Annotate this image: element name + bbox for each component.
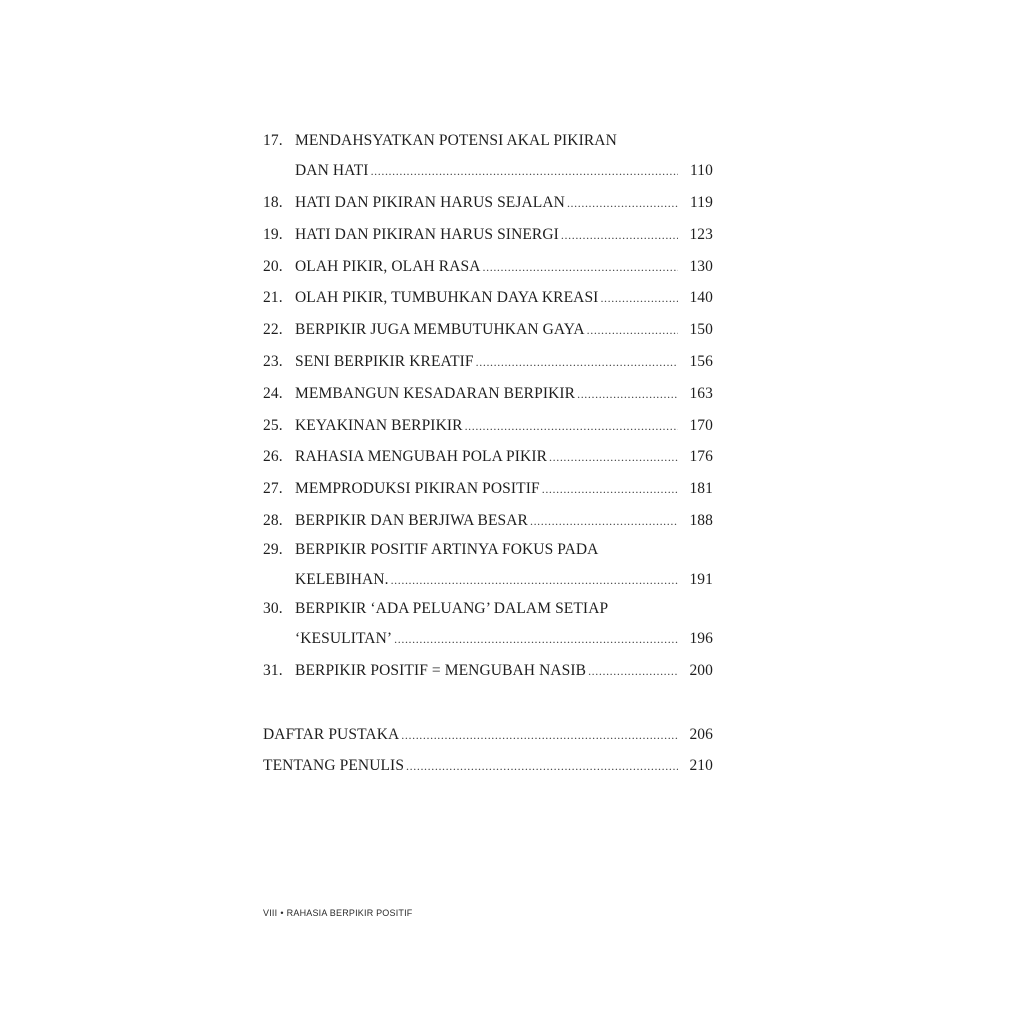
toc-entry-page: 119: [690, 194, 713, 211]
dot-leader: [530, 506, 678, 538]
toc-line: [263, 750, 713, 782]
toc-entry-number: 27.: [263, 480, 283, 498]
toc-entry-title: HATI DAN PIKIRAN HARUS SEJALAN: [295, 194, 565, 211]
toc-line: [263, 410, 713, 442]
toc-entry: [263, 410, 713, 442]
toc-entry-title: OLAH PIKIR, OLAH RASA: [295, 257, 481, 275]
toc-line: [263, 596, 713, 622]
toc-line: [263, 563, 713, 596]
toc-entry-page: 188: [689, 511, 713, 529]
toc-entry-number: 24.: [263, 384, 283, 402]
toc-entry-title: MENDAHSYATKAN POTENSI AKAL PIKIRAN: [295, 132, 617, 149]
toc-entry-number: 17.: [263, 132, 283, 149]
toc-back-matter-page: 206: [689, 725, 713, 743]
toc-entry-title: SENI BERPIKIR KREATIF: [295, 352, 474, 370]
dot-leader: [476, 347, 678, 379]
toc-entry: [263, 314, 713, 346]
toc-entry: [263, 596, 713, 655]
toc-line: [263, 251, 713, 283]
toc-entry: [263, 378, 713, 410]
toc-entry-page: 156: [689, 352, 713, 370]
dot-leader: [391, 564, 678, 597]
toc-entry-number: 28.: [263, 511, 283, 529]
toc-entry: [263, 441, 713, 473]
toc-entry-number: 22.: [263, 321, 283, 339]
footer-page-numeral: VIII: [263, 908, 278, 918]
toc-entry-page: 200: [689, 661, 713, 679]
page-footer: [263, 908, 413, 918]
toc-back-matter-title: DAFTAR PUSTAKA: [263, 725, 400, 743]
dot-leader: [465, 411, 678, 443]
toc-entry-number: 19.: [263, 225, 283, 243]
dot-leader: [561, 220, 678, 252]
toc-entry-title: HATI DAN PIKIRAN HARUS SINERGI: [295, 225, 559, 243]
toc-entry-number: 31.: [263, 661, 283, 679]
toc-entry-page: 130: [689, 257, 713, 275]
dot-leader: [394, 623, 678, 656]
toc-entry-page: 110: [690, 162, 713, 179]
toc-entry-title: ‘KESULITAN’: [295, 629, 393, 647]
toc-entry-page: 176: [689, 448, 713, 466]
toc-line: [263, 346, 713, 378]
toc-entry: [263, 187, 713, 219]
toc-entry-number: 26.: [263, 448, 283, 466]
toc-entry-page: 170: [689, 416, 713, 434]
toc-entry-title: BERPIKIR ‘ADA PELUANG’ DALAM SETIAP: [295, 599, 609, 617]
toc-entry-title: MEMBANGUN KESADARAN BERPIKIR: [295, 384, 576, 402]
dot-leader: [577, 379, 678, 411]
toc-entry: [263, 346, 713, 378]
toc-entry-number: 18.: [263, 194, 283, 211]
toc-entry: [263, 655, 713, 687]
toc-entry-page: 123: [689, 225, 713, 243]
toc-entry: [263, 537, 713, 596]
toc-entry-number: 23.: [263, 352, 283, 370]
dot-leader: [406, 751, 678, 783]
toc-line: [263, 505, 713, 537]
section-gap: [263, 687, 713, 719]
toc-line: [263, 473, 713, 505]
toc-line: [263, 537, 713, 563]
toc-entry-number: 25.: [263, 416, 283, 434]
dot-leader: [371, 155, 678, 188]
table-of-contents: [263, 128, 713, 782]
toc-entry-number: 30.: [263, 599, 283, 617]
toc-back-matter-entry: [263, 750, 713, 782]
toc-back-matter-page: 210: [689, 757, 713, 775]
dot-leader: [401, 720, 678, 752]
toc-entry-page: 140: [689, 289, 713, 307]
toc-line: [263, 719, 713, 751]
toc-line: [263, 622, 713, 655]
toc-entry: [263, 282, 713, 314]
toc-entry: [263, 251, 713, 283]
footer-separator: •: [280, 908, 284, 918]
toc-line: [263, 219, 713, 251]
toc-line: [263, 378, 713, 410]
toc-line: [263, 441, 713, 473]
toc-line: [263, 128, 713, 154]
toc-entry-title: BERPIKIR DAN BERJIWA BESAR: [295, 511, 528, 529]
toc-entry-page: 191: [689, 570, 713, 588]
dot-leader: [542, 474, 678, 506]
toc-entry-title: RAHASIA MENGUBAH POLA PIKIR: [295, 448, 548, 466]
toc-entry-title: BERPIKIR POSITIF ARTINYA FOKUS PADA: [295, 540, 599, 558]
toc-entry-title: BERPIKIR POSITIF = MENGUBAH NASIB: [295, 661, 587, 679]
toc-entry-title: BERPIKIR JUGA MEMBUTUHKAN GAYA: [295, 321, 585, 339]
toc-entry: [263, 219, 713, 251]
toc-line: [263, 187, 713, 219]
toc-back-matter-title: TENTANG PENULIS: [263, 757, 405, 775]
toc-entry: [263, 473, 713, 505]
dot-leader: [588, 656, 678, 688]
toc-entry-title: KEYAKINAN BERPIKIR: [295, 416, 463, 434]
dot-leader: [587, 315, 678, 347]
toc-entry-number: 21.: [263, 289, 283, 307]
toc-line: [263, 655, 713, 687]
toc-line: [263, 154, 713, 187]
toc-entry-title: DAN HATI: [295, 162, 369, 179]
toc-entry-number: 20.: [263, 257, 283, 275]
toc-line: [263, 282, 713, 314]
toc-entry: [263, 505, 713, 537]
dot-leader: [567, 188, 678, 220]
dot-leader: [549, 442, 678, 474]
toc-entry-title: KELEBIHAN.: [295, 570, 389, 588]
toc-entry-page: 196: [689, 629, 713, 647]
toc-entry-title: MEMPRODUKSI PIKIRAN POSITIF: [295, 480, 540, 498]
toc-entry-number: 29.: [263, 540, 283, 558]
toc-entry-title: OLAH PIKIR, TUMBUHKAN DAYA KREASI: [295, 289, 599, 307]
toc-entry-page: 163: [689, 384, 713, 402]
toc-back-matter-entry: [263, 719, 713, 751]
toc-line: [263, 314, 713, 346]
toc-entry-page: 181: [689, 480, 713, 498]
footer-book-title: RAHASIA BERPIKIR POSITIF: [286, 908, 413, 918]
toc-entry: [263, 128, 713, 187]
dot-leader: [483, 252, 678, 284]
toc-entry-page: 150: [689, 321, 713, 339]
dot-leader: [600, 283, 678, 315]
